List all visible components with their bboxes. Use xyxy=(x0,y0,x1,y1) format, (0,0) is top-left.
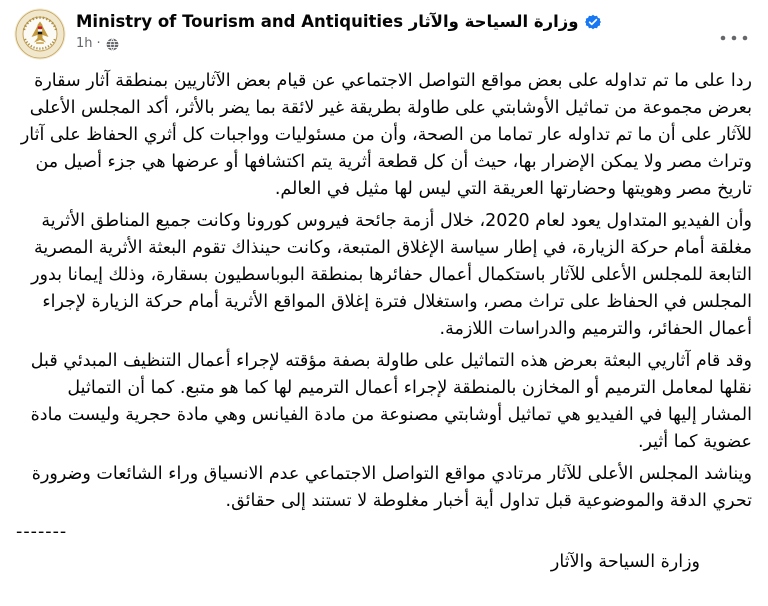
verified-badge-icon xyxy=(585,14,601,30)
post-paragraph: وأن الفيديو المتداول يعود لعام 2020، خلال أزمة جائحة فيروس كورونا وكانت جميع المناطق الأثرية مغلقة أمام حركة الزيارة، في إطار سياسة الإغلاق المتبعة، وكانت حينذاك تقوم البعثة الأثرية المصرية التابعة للمجلس الأعلى للآثار باستكمال أعمال حفائرها بمنطقة البوباسطيون بسقارة، وذلك إيمانا بدور المجلس في الحفاظ على تراث مصر، واستغلال فترة إغلاق المواقع الأثرية أمام حركة الزيارة لإجراء أعمال الحفائر، والترميم والدراسات اللازمة. xyxy=(31,211,752,339)
post-paragraph: ويناشد المجلس الأعلى للآثار مرتادي مواقع التواصل الاجتماعي عدم الانسياق وراء الشائعات وضرورة تحري الدقة والموضوعية قبل تداول أية أخبار مغلوطة لا تستند إلى حقائق. xyxy=(31,464,752,511)
name-row xyxy=(76,11,716,32)
page-avatar[interactable] xyxy=(14,8,66,60)
meta-separator: · xyxy=(96,36,101,51)
post-divider: ------- xyxy=(16,522,68,542)
header-text xyxy=(76,8,716,52)
post-options-button[interactable] xyxy=(716,18,752,54)
timestamp-link[interactable]: 1h xyxy=(76,36,93,51)
post-header xyxy=(0,0,768,64)
page-name-link[interactable]: Ministry of Tourism and Antiquities وزارة السياحة والآثار xyxy=(76,12,579,31)
three-dots-icon xyxy=(719,27,749,46)
post-meta xyxy=(76,36,716,52)
ministry-seal-logo-icon xyxy=(14,8,66,60)
globe-icon xyxy=(106,38,119,51)
post-content xyxy=(0,64,768,591)
post-paragraph: وقد قام آثاريي البعثة بعرض هذه التماثيل على طاولة بصفة مؤقته لإجراء أعمال التنظيف المبدئي قبل نقلها لمعامل الترميم أو المخازن بالمنطقة لإجراء أعمال الترميم لها كما هو متبع. كما أن التماثيل المشار إليها في الفيديو هي تماثيل أوشابتي مصنوعة من مادة الفيانس وهي مادة حجرية وليست مادة عضوية كما أثير. xyxy=(30,351,752,452)
post-signature: وزارة السياحة والآثار xyxy=(550,552,700,572)
post-paragraph: ردا على ما تم تداوله على بعض مواقع التواصل الاجتماعي عن قيام بعض الآثاريين بمنطقة آثار سقارة بعرض مجموعة من تماثيل الأوشابتي على طاولة بطريقة غير لائقة بما يضر بالأثر، أكد المجلس الأعلى للآثار على أن ما تم تداوله عار تماما من الصحة، وأن من مسئوليات وواجبات كل أثري الحفاظ على آثار وتراث مصر ولا يمكن الإضرار بها، حيث أن كل قطعة أثرية يتم اكتشافها أو عرضها هي جزء أصيل من تاريخ مصر وهويتها وحضارتها العريقة التي ليس لها مثيل في العالم. xyxy=(20,71,752,199)
